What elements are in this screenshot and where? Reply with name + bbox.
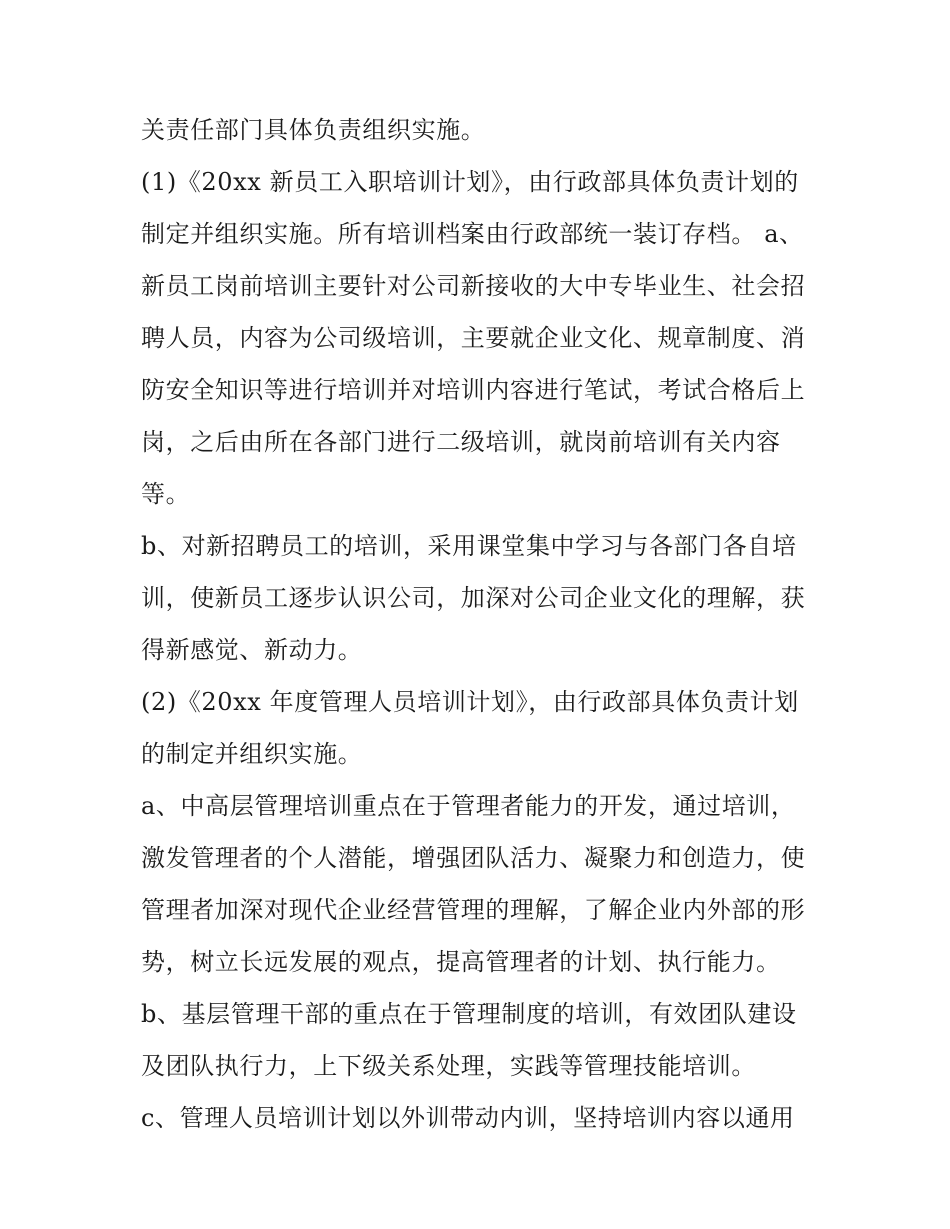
text-line: a、中高层管理培训重点在于管理者能力的开发，通过培训， xyxy=(141,792,796,820)
text-line: (2)《20xx 年度管理人员培训计划》，由行政部具体负责计划 xyxy=(141,688,799,716)
text-line: b、基层管理干部的重点在于管理制度的培训，有效团队建设 xyxy=(141,1000,797,1028)
text-line: b、对新招聘员工的培训，采用课堂集中学习与各部门各自培 xyxy=(141,532,797,560)
text-line: 的制定并组织实施。 xyxy=(141,740,363,768)
document-body xyxy=(141,104,821,1144)
text-line: 等。 xyxy=(141,480,191,508)
text-line: 及团队执行力，上下级关系处理，实践等管理技能培训。 xyxy=(141,1052,756,1080)
text-line: 激发管理者的个人潜能，增强团队活力、凝聚力和创造力，使 xyxy=(141,844,806,872)
text-line: c、管理人员培训计划以外训带动内训，坚持培训内容以通用 xyxy=(141,1104,795,1132)
text-line: 训，使新员工逐步认识公司，加深对公司企业文化的理解，获 xyxy=(141,584,806,612)
text-line: 势，树立长远发展的观点，提高管理者的计划、执行能力。 xyxy=(141,948,781,976)
text-line: 新员工岗前培训主要针对公司新接收的大中专毕业生、社会招 xyxy=(141,272,806,300)
text-line: 聘人员，内容为公司级培训，主要就企业文化、规章制度、消 xyxy=(141,324,806,352)
text-line: 管理者加深对现代企业经营管理的理解，了解企业内外部的形 xyxy=(141,896,806,924)
text-line: (1)《20xx 新员工入职培训计划》，由行政部具体负责计划的 xyxy=(141,168,799,196)
text-line: 岗，之后由所在各部门进行二级培训，就岗前培训有关内容 xyxy=(141,428,781,456)
text-line: 制定并组织实施。所有培训档案由行政部统一装订存档。 a、 xyxy=(141,220,804,248)
text-line: 关责任部门具体负责组织实施。 xyxy=(141,116,486,144)
text-line: 防安全知识等进行培训并对培训内容进行笔试，考试合格后上 xyxy=(141,376,806,404)
text-line: 得新感觉、新动力。 xyxy=(141,636,363,664)
